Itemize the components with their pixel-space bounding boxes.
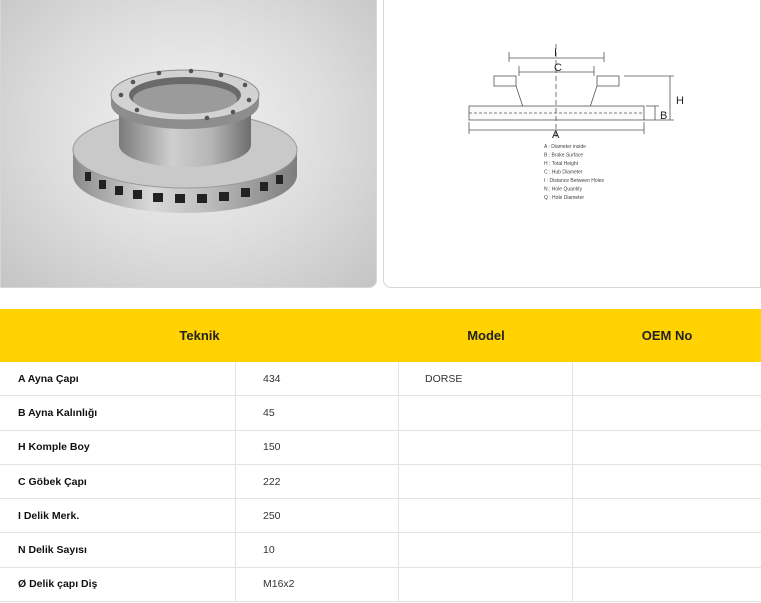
- spec-model: [399, 465, 573, 498]
- spec-label: Ø Delik çapı Diş: [0, 568, 236, 601]
- table-row: [0, 362, 761, 396]
- spec-oem: [573, 499, 761, 532]
- spec-model: [399, 568, 573, 601]
- dimension-diagram[interactable]: [383, 0, 761, 288]
- brake-disc-image: [1, 0, 377, 288]
- dim-label-h: H: [676, 95, 684, 107]
- spec-value: 150: [236, 431, 399, 464]
- legend-item: I : Distance Between Holes: [544, 178, 605, 184]
- table-row: [0, 396, 761, 430]
- legend-item: Q : Hole Diameter: [544, 195, 585, 201]
- legend-item: B : Brake Surface: [544, 152, 584, 159]
- dim-label-c: C: [554, 62, 562, 74]
- header-oem: OEM No: [641, 328, 693, 343]
- dim-label-b: B: [660, 110, 668, 122]
- dim-label-a: A: [552, 129, 560, 141]
- table-row: [0, 465, 761, 499]
- spec-oem: [573, 362, 761, 395]
- spec-oem: [573, 568, 761, 601]
- spec-model: [399, 533, 573, 566]
- table-row: [0, 533, 761, 567]
- spec-oem: [573, 431, 761, 464]
- spec-oem: [573, 396, 761, 429]
- spec-value: 250: [236, 499, 399, 532]
- spec-value: 222: [236, 465, 399, 498]
- header-teknik: Teknik: [179, 328, 220, 343]
- spec-oem: [573, 465, 761, 498]
- spec-table-body: [0, 362, 761, 602]
- spec-value: 10: [236, 533, 399, 566]
- technical-drawing: [384, 0, 761, 288]
- spec-model: [399, 499, 573, 532]
- spec-value: 45: [236, 396, 399, 429]
- spec-model: [399, 396, 573, 429]
- legend-item: H : Total Height: [544, 161, 579, 167]
- spec-model: [399, 431, 573, 464]
- spec-label: A Ayna Çapı: [0, 362, 236, 395]
- spec-label: C Göbek Çapı: [0, 465, 236, 498]
- spec-table: [0, 309, 761, 602]
- spec-value: 434: [236, 362, 399, 395]
- table-row: [0, 431, 761, 465]
- legend-item: C : Hub Diameter: [544, 169, 583, 176]
- spec-label: I Delik Merk.: [0, 499, 236, 532]
- spec-oem: [573, 533, 761, 566]
- header-model: Model: [467, 328, 505, 343]
- table-row: [0, 499, 761, 533]
- table-row: [0, 568, 761, 602]
- spec-table-header: [0, 309, 761, 362]
- legend-item: A : Diameter inside: [544, 144, 586, 150]
- spec-label: B Ayna Kalınlığı: [0, 396, 236, 429]
- dim-label-i: I: [554, 47, 558, 59]
- legend-item: N : Hole Quantity: [544, 186, 583, 193]
- spec-model: DORSE: [399, 362, 573, 395]
- spec-label: N Delik Sayısı: [0, 533, 236, 566]
- product-photo[interactable]: [0, 0, 377, 288]
- spec-value: M16x2: [236, 568, 399, 601]
- spec-label: H Komple Boy: [0, 431, 236, 464]
